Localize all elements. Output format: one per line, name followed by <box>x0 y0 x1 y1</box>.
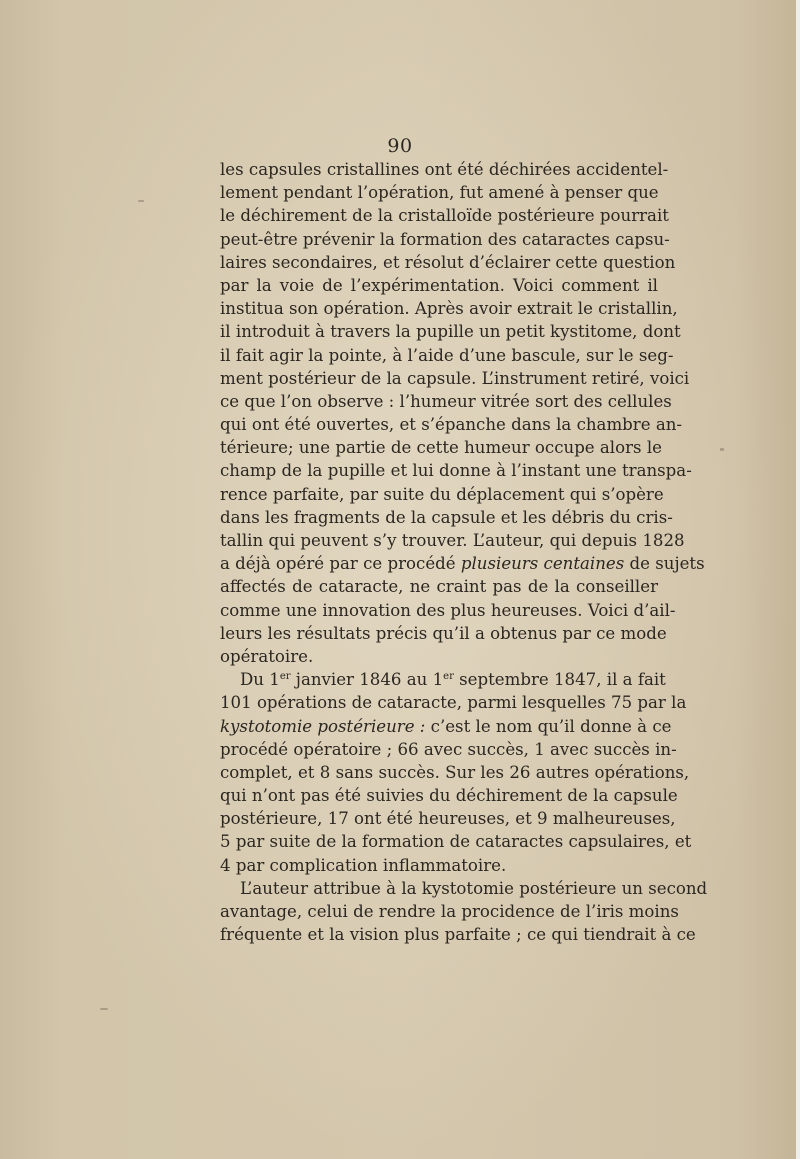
text-line: 101 opérations de cataracte, parmi lesquelles 75 par la <box>220 693 687 713</box>
text-line: il introduit à travers la pupille un petit kystitome, dont <box>220 322 681 342</box>
text-line: 5 par suite de la formation de cataractes capsulaires, et <box>220 832 692 852</box>
text-line: champ de la pupille et lui donne à l’instant une transpa- <box>220 461 692 481</box>
text-run: c’est le nom qu’il donne à ce <box>425 716 672 736</box>
text-line: le déchirement de la cristalloïde postérieure pourrait <box>220 206 669 226</box>
text-line: il fait agir la pointe, à l’aide d’une bascule, sur le seg- <box>220 345 674 365</box>
page-number: 90 <box>387 135 413 157</box>
text-line: qui ont été ouvertes, et s’épanche dans la chambre an- <box>220 415 683 435</box>
text-line: rence parfaite, par suite du déplacement qui s’opère <box>220 484 664 504</box>
paper-speck <box>720 448 724 451</box>
text-line: tallin qui peuvent s’y trouver. L’auteur, qui depuis 1828 <box>220 531 685 550</box>
text-line: dans les fragments de la capsule et les débris du cris- <box>220 507 673 527</box>
text-run: de sujets <box>624 554 705 574</box>
text-line: les capsules cristallines ont été déchirées accidentel- <box>220 160 669 179</box>
text-line: par la voie de l’expérimentation. Voici comment il <box>220 275 658 295</box>
text-line: peut-être prévenir la formation des cataractes capsu- <box>220 229 670 249</box>
superscript: er <box>443 671 454 683</box>
text-line: L’auteur attribue à la kystotomie postérieure un second <box>240 878 708 898</box>
text-line: complet, et 8 sans succès. Sur les 26 autres opérations, <box>220 762 690 782</box>
paper-speck <box>100 1008 108 1010</box>
text-line: procédé opératoire ; 66 avec succès, 1 avec succès in- <box>220 739 677 759</box>
text-run: septembre 1847, il a fait <box>453 670 666 690</box>
text-line: térieure; une partie de cette humeur occupe alors le <box>220 438 662 458</box>
italic-phrase: plusieurs centaines <box>460 554 625 574</box>
text-line: ment postérieur de la capsule. L’instrument retiré, voici <box>220 368 690 388</box>
text-line: lement pendant l’opération, fut amené à penser que <box>220 183 659 203</box>
text-run: a déjà opéré par ce procédé <box>220 554 461 574</box>
text-line: comme une innovation des plus heureuses. Voici d’ail- <box>220 600 676 620</box>
italic-phrase: kystotomie postérieure : <box>220 716 426 736</box>
superscript: er <box>279 671 291 683</box>
text-run: Du 1 <box>240 670 280 690</box>
page-edge <box>796 0 800 1159</box>
text-run: janvier 1846 au 1 <box>290 670 444 690</box>
text-line: fréquente et la vision plus parfaite ; ce qui tiendrait à ce <box>220 925 696 945</box>
text-line: 4 par complication inflammatoire. <box>220 855 507 875</box>
text-line: laires secondaires, et résolut d’éclairer cette question <box>220 252 676 272</box>
text-line: leurs les résultats précis qu’il a obtenus par ce mode <box>220 623 667 643</box>
text-line: postérieure, 17 ont été heureuses, et 9 malheureuses, <box>220 809 676 829</box>
text-line: qui n’ont pas été suivies du déchirement de la capsule <box>220 786 678 806</box>
text-line <box>220 668 666 691</box>
paper-speck <box>138 200 144 202</box>
text-line <box>220 552 705 575</box>
text-line: institua son opération. Après avoir extrait le cristallin, <box>220 299 678 319</box>
text-line <box>220 715 672 738</box>
text-line: affectés de cataracte, ne craint pas de la conseiller <box>220 577 658 597</box>
text-line: avantage, celui de rendre la procidence de l’iris moins <box>220 902 679 921</box>
body-text <box>220 158 708 946</box>
text-line: opératoire. <box>220 646 314 666</box>
text-line: ce que l’on observe : l’humeur vitrée sort des cellules <box>220 391 672 411</box>
